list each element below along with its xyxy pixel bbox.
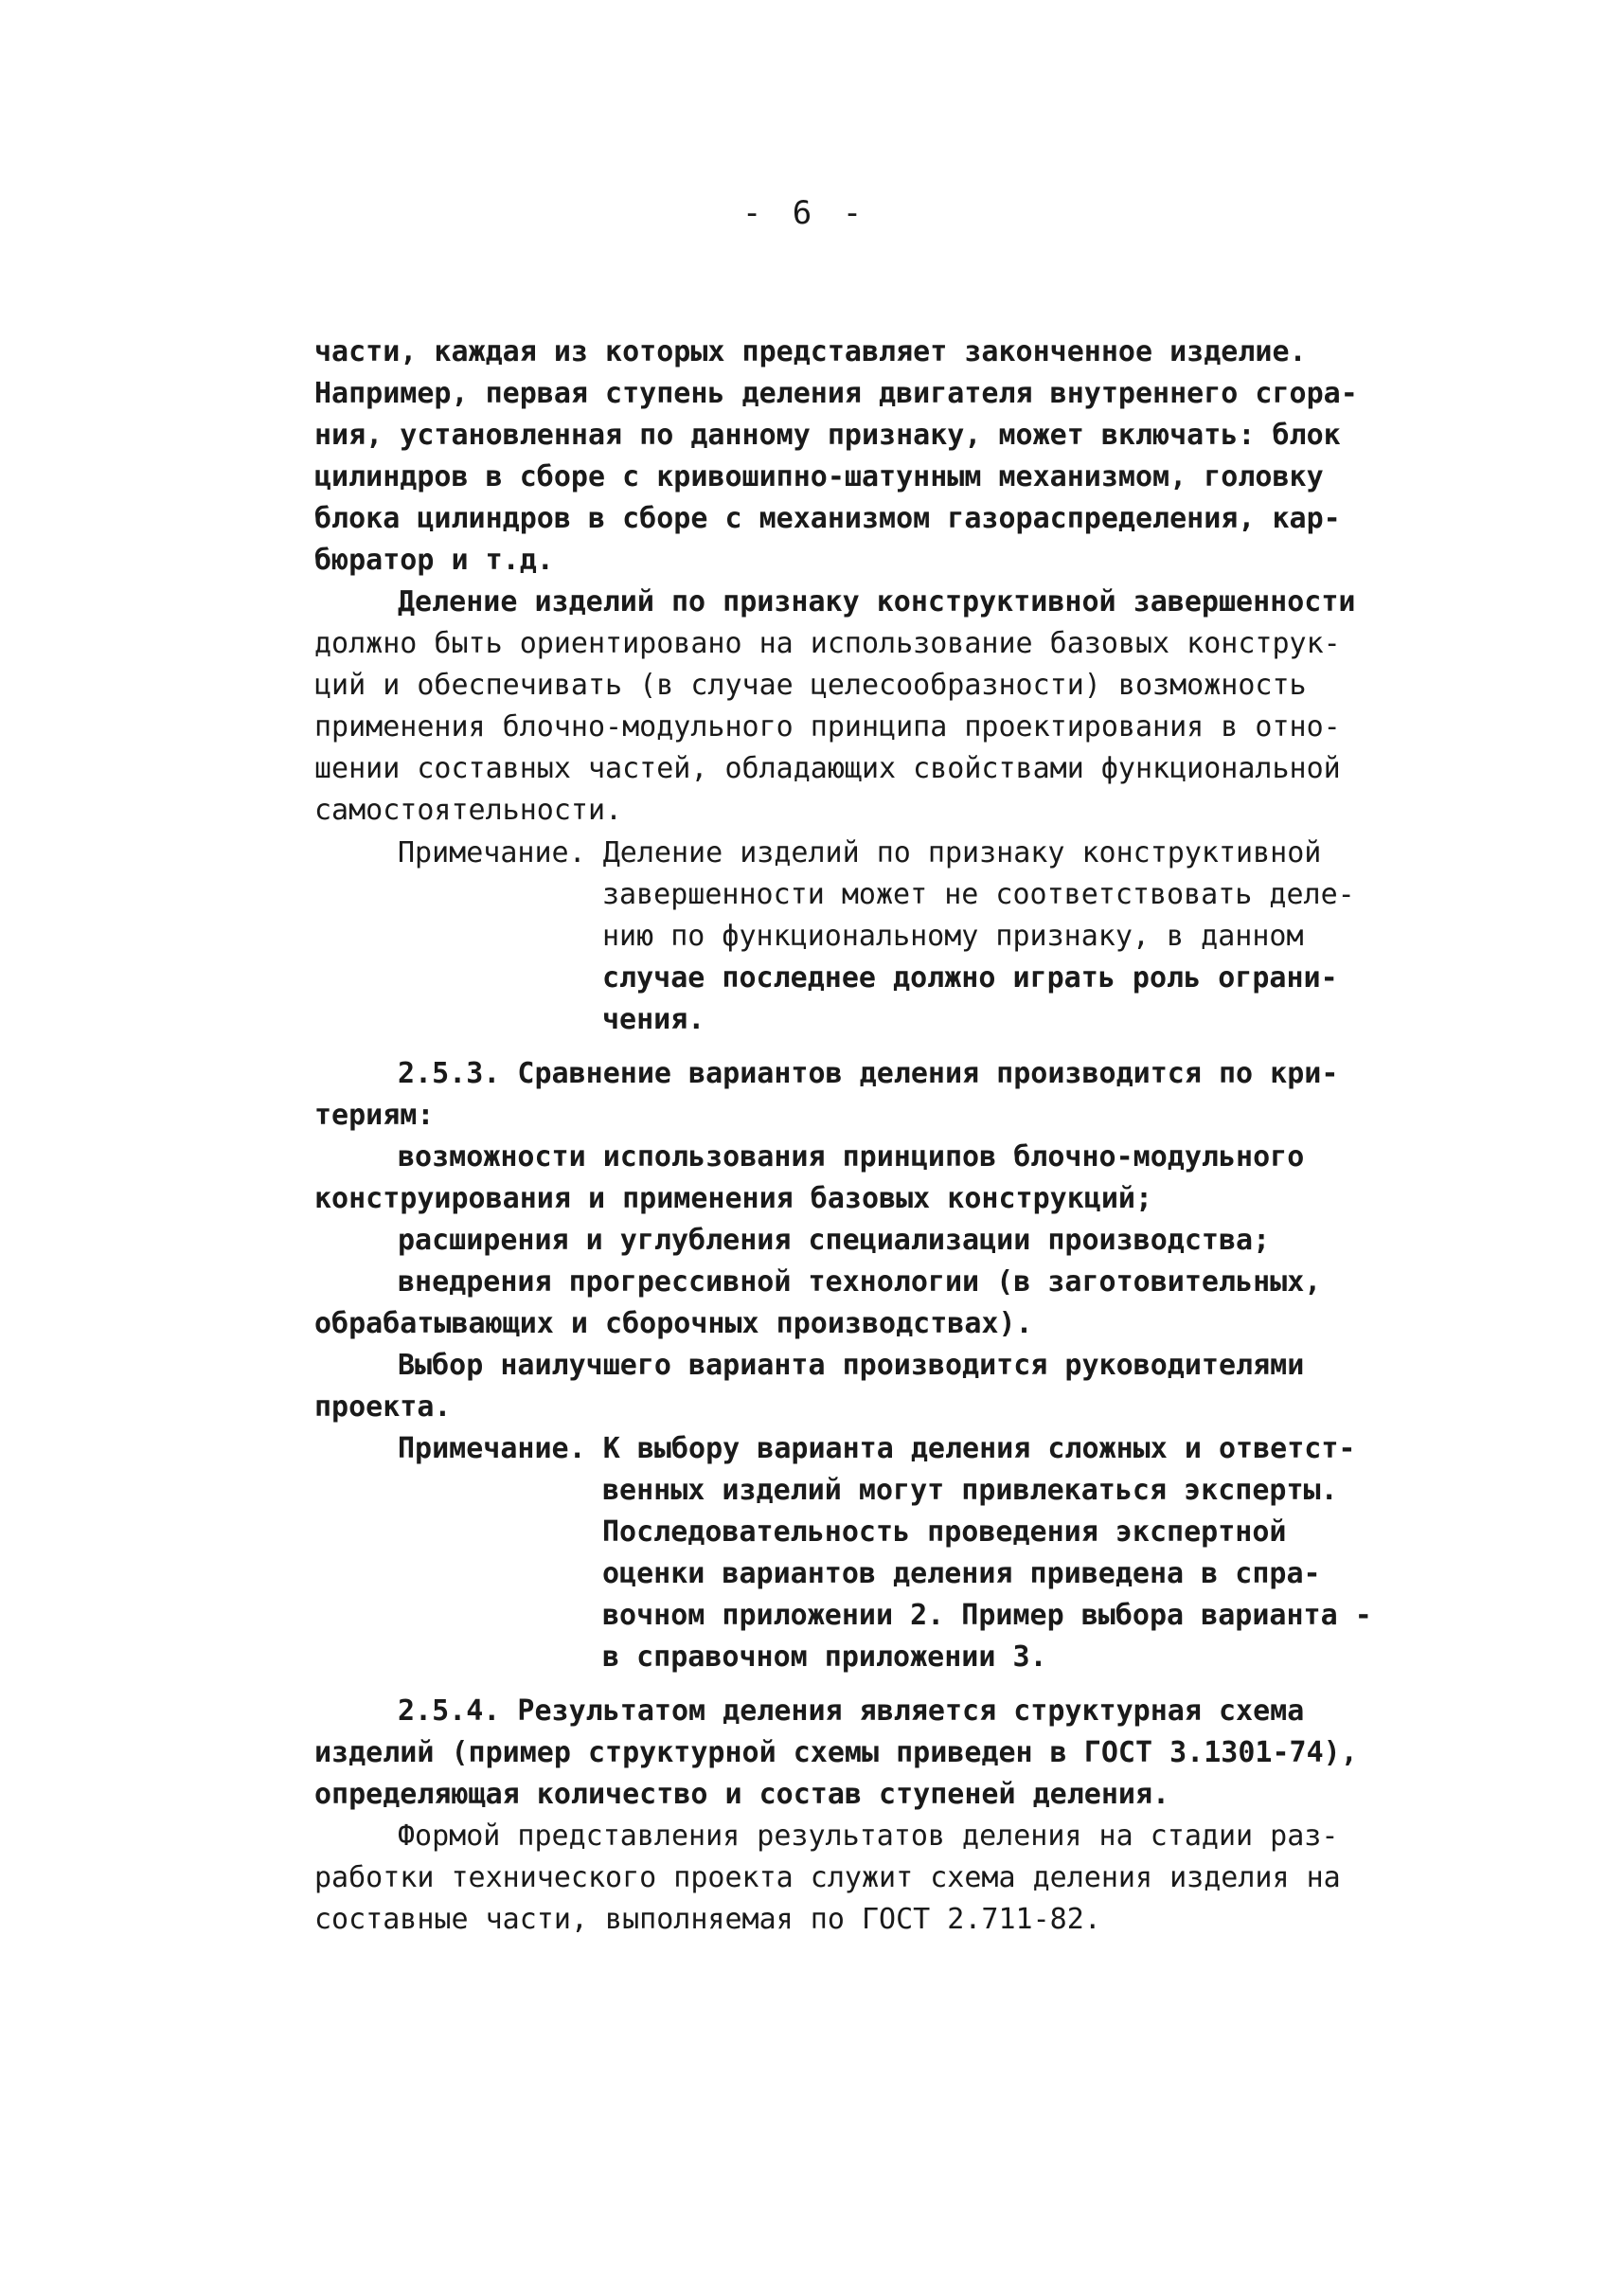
text-line: внедрения прогрессивной технологии (в заготовительных, [398, 1265, 1322, 1299]
text-line: конструирования и применения базовых конструкций; [314, 1182, 1153, 1215]
text-line: териям: [314, 1099, 435, 1132]
text-line: проекта. [314, 1390, 452, 1424]
text-line: цилиндров в сборе с кривошипно-шатунным механизмом, головку [314, 460, 1324, 493]
text-line: обрабатывающих и сборочных производствах). [314, 1307, 1033, 1340]
text-line: расширения и углубления специализации производства; [398, 1224, 1271, 1257]
note-line: Последовательность проведения экспертной [602, 1515, 1287, 1549]
page-number: - 6 - [741, 194, 868, 232]
note-line: венных изделий могут привлекаться эксперты. [602, 1474, 1338, 1507]
text-line: возможности использования принципов блочно-модульного [398, 1140, 1305, 1174]
text-line: ций и обеспечивать (в случае целесообразности) возможность [314, 669, 1307, 702]
text-line: Деление изделий по признаку конструктивной завершенности [398, 585, 1356, 618]
note-line: в справочном приложении 3. [602, 1640, 1047, 1674]
text-line: блока цилиндров в сборе с механизмом газораспределения, кар- [314, 502, 1341, 535]
text-line: бюратор и т.д. [314, 544, 554, 577]
text-line: работки технического проекта служит схема деления изделия на [314, 1861, 1341, 1894]
note-line: случае последнее должно играть роль ограни- [602, 961, 1338, 995]
text-line: шении составных частей, обладающих свойствами функциональной [314, 752, 1341, 785]
note-line: завершенности может не соответствовать деле- [602, 878, 1355, 911]
text-line: составные части, выполняемая по ГОСТ 2.711-82. [314, 1903, 1101, 1936]
text-line: определяющая количество и состав ступеней деления. [314, 1778, 1170, 1811]
note-line: чения. [602, 1003, 705, 1036]
text-line: ния, установленная по данному признаку, может включать: блок [314, 419, 1341, 452]
note-line: Примечание. Деление изделий по признаку конструктивной [398, 836, 1322, 869]
text-line: изделий (пример структурной схемы приведен в ГОСТ 3.1301-74), [314, 1736, 1358, 1769]
note-line: нию по функциональному признаку, в данном [602, 920, 1304, 953]
text-line: Например, первая ступень деления двигателя внутреннего сгора- [314, 377, 1358, 410]
text-line: 2.5.4. Результатом деления является структурная схема [398, 1694, 1305, 1728]
note-line: Примечание. К выбору варианта деления сложных и ответст- [398, 1432, 1356, 1465]
text-line: самостоятельности. [314, 794, 623, 827]
text-line: Формой представления результатов деления на стадии раз- [398, 1819, 1339, 1853]
text-line: части, каждая из которых представляет законченное изделие. [314, 335, 1307, 368]
text-line: Выбор наилучшего варианта производится руководителями [398, 1349, 1305, 1382]
text-line: 2.5.3. Сравнение вариантов деления производится по кри- [398, 1057, 1339, 1090]
text-line: должно быть ориентировано на использование базовых конструк- [314, 627, 1341, 660]
text-line: применения блочно-модульного принципа проектирования в отно- [314, 710, 1341, 744]
note-line: оценки вариантов деления приведена в спра- [602, 1557, 1321, 1590]
note-line: вочном приложении 2. Пример выбора варианта - [602, 1599, 1372, 1632]
